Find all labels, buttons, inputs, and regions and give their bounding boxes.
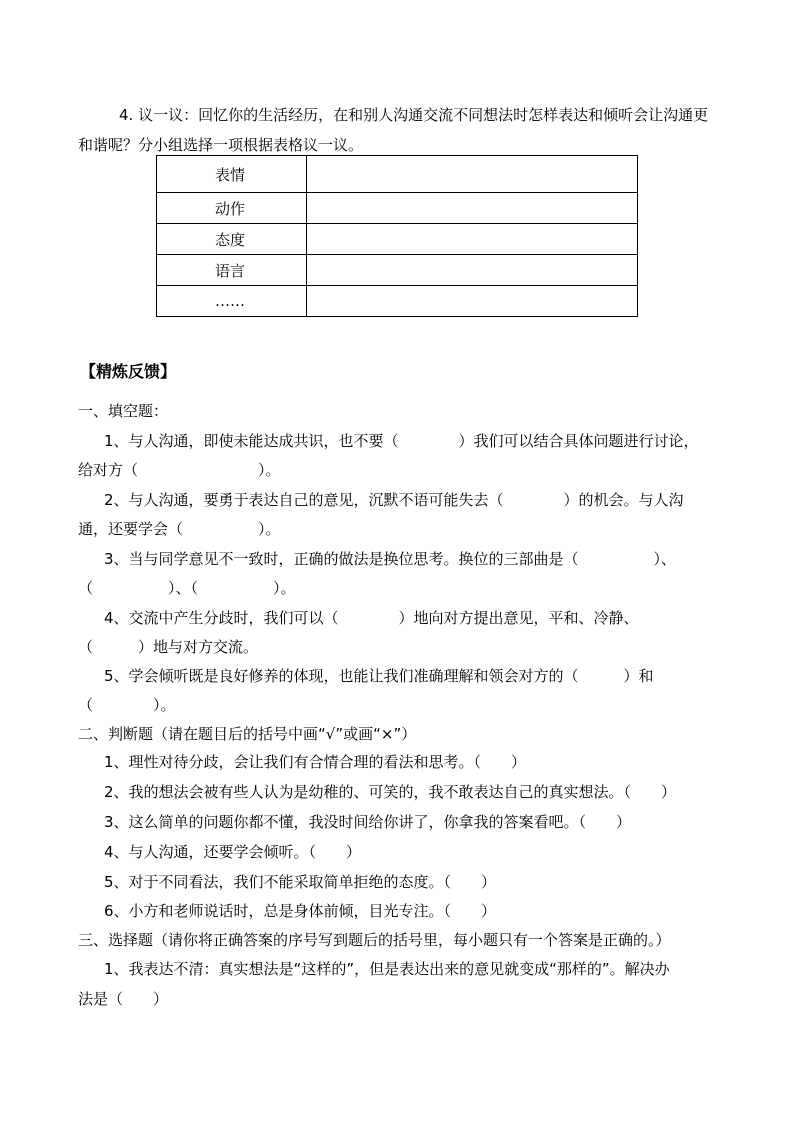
fill-heading: 一、填空题： — [78, 402, 169, 420]
choice-q1-line1: 1、我表达不清：真实想法是“这样的”，但是表达出来的意见就变成“那样的”。解决办 — [104, 960, 670, 978]
answer-cell[interactable] — [307, 156, 638, 193]
choice-q1-line2: 法是（ ） — [78, 990, 169, 1008]
fill-q5-line1: 5、学会倾听既是良好修养的体现，也能让我们准确理解和领会对方的（ ）和 — [104, 667, 654, 685]
discussion-prompt-line2: 和谐呢？分小组选择一项根据表格议一议。 — [78, 136, 364, 154]
judge-item: 1、理性对待分歧，会让我们有合情合理的看法和思考。（ ） — [104, 753, 527, 771]
answer-cell[interactable] — [307, 193, 638, 224]
fill-q2-line2: 通，还要学会（ ）。 — [78, 520, 281, 538]
fill-q2-line1: 2、与人沟通，要勇于表达自己的意见，沉默不语可能失去（ ）的机会。与人沟 — [104, 491, 684, 509]
judge-item: 3、这么简单的问题你都不懂，我没时间给你讲了，你拿我的答案看吧。（ ） — [104, 813, 632, 831]
fill-q4-line2: （ ）地与对方交流。 — [78, 638, 259, 656]
judge-item: 2、我的想法会被有些人认为是幼稚的、可笑的，我不敢表达自己的真实想法。（ ） — [104, 783, 677, 801]
answer-cell[interactable] — [307, 224, 638, 255]
table-row — [157, 224, 638, 255]
table-row — [157, 255, 638, 286]
fill-q5-line2: （ ）。 — [78, 696, 176, 714]
judge-item: 4、与人沟通，还要学会倾听。（ ） — [104, 843, 362, 861]
row-label: 语言 — [157, 255, 307, 286]
fill-q1-line1: 1、与人沟通，即使未能达成共识，也不要（ ）我们可以结合具体问题进行讨论， — [104, 432, 699, 450]
row-label: 态度 — [157, 224, 307, 255]
discussion-prompt-line1: 4. 议一议：回忆你的生活经历，在和别人沟通交流不同想法时怎样表达和倾听会让沟通更 — [119, 106, 709, 124]
table-row — [157, 193, 638, 224]
answer-cell[interactable] — [307, 286, 638, 317]
judge-heading: 二、判断题（请在题目后的括号中画“√”或画“×”） — [78, 725, 417, 743]
discussion-table — [156, 155, 638, 317]
judge-item: 5、对于不同看法，我们不能采取简单拒绝的态度。（ ） — [104, 873, 497, 891]
fill-q1-line2: 给对方（ ）。 — [78, 461, 281, 479]
row-label: 表情 — [157, 156, 307, 193]
row-label: …… — [157, 286, 307, 317]
fill-q3-line1: 3、当与同学意见不一致时，正确的做法是换位思考。换位的三部曲是（ ）、 — [104, 550, 677, 568]
answer-cell[interactable] — [307, 255, 638, 286]
row-label: 动作 — [157, 193, 307, 224]
table-row — [157, 286, 638, 317]
judge-item: 6、小方和老师说话时，总是身体前倾，目光专注。（ ） — [104, 902, 497, 920]
choice-heading: 三、选择题（请你将正确答案的序号写到题后的括号里，每小题只有一个答案是正确的。） — [78, 931, 671, 949]
table-row — [157, 156, 638, 193]
fill-q4-line1: 4、交流中产生分歧时，我们可以（ ）地向对方提出意见，平和、冷静、 — [104, 609, 639, 627]
fill-q3-line2: （ ）、（ ）。 — [78, 579, 296, 597]
section-title: 【精炼反馈】 — [80, 362, 177, 381]
